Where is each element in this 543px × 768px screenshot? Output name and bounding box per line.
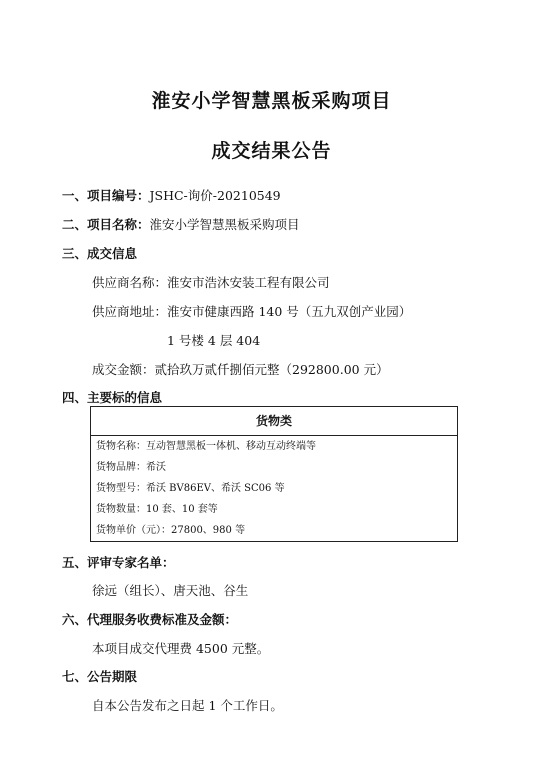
goods-row-quantity: 货物数量：10 套、10 套等 xyxy=(96,504,218,515)
section-label: 一、项目编号： xyxy=(62,188,150,203)
supplier-name: 供应商名称：淮安市浩沐安装工程有限公司 xyxy=(92,275,330,290)
agency-fee-text: 本项目成交代理费 4500 元整。 xyxy=(92,641,270,656)
section-main-items: 四、主要标的信息 xyxy=(62,390,163,405)
deal-amount: 成交金额：贰拾玖万贰仟捌佰元整（292800.00 元） xyxy=(92,362,389,377)
goods-row-model: 货物型号：希沃 BV86EV、希沃 SC06 等 xyxy=(96,483,285,494)
goods-table xyxy=(90,406,458,542)
experts-list: 徐远（组长）、唐天池、谷生 xyxy=(92,583,249,598)
section-experts: 五、评审专家名单： xyxy=(62,555,175,570)
supplier-address: 供应商地址：淮安市健康西路 140 号（五九双创产业园） xyxy=(92,304,412,319)
goods-row-name: 货物名称：互动智慧黑板一体机、移动互动终端等 xyxy=(96,441,316,452)
notice-period-text: 自本公告发布之日起 1 个工作日。 xyxy=(92,698,283,713)
section-deal-info: 三、成交信息 xyxy=(62,246,138,261)
goods-table-header: 货物类 xyxy=(91,407,457,436)
page-subtitle: 成交结果公告 xyxy=(211,140,332,162)
section-project-number xyxy=(62,186,281,204)
section-project-name xyxy=(62,215,300,233)
goods-row-brand: 货物品牌：希沃 xyxy=(96,462,166,473)
section-agency-fee: 六、代理服务收费标准及金额： xyxy=(62,612,238,627)
section-label: 二、项目名称： xyxy=(62,217,150,232)
section-notice-period: 七、公告期限 xyxy=(62,669,138,684)
project-name-value: 淮安小学智慧黑板采购项目 xyxy=(149,217,300,232)
page-title: 淮安小学智慧黑板采购项目 xyxy=(151,90,392,112)
project-number-value: JSHC-询价-20210549 xyxy=(149,188,281,203)
goods-row-unit-price: 货物单价（元）：27800、980 等 xyxy=(96,525,246,536)
supplier-address-cont: 1 号楼 4 层 404 xyxy=(167,333,261,348)
